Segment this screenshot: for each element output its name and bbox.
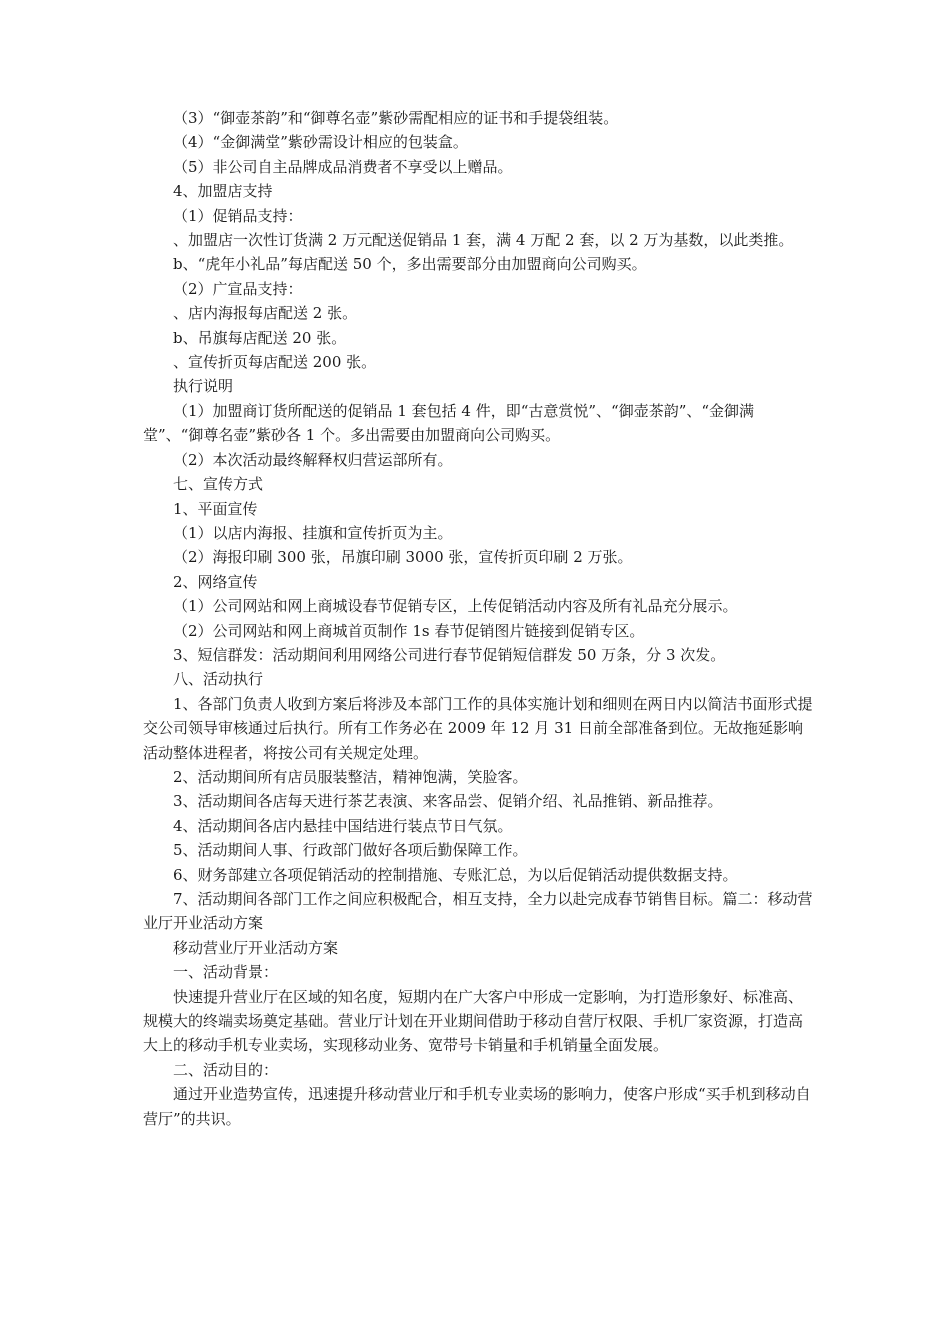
section-heading: 4、加盟店支持 [173,182,273,201]
document-title: 移动营业厅开业活动方案 [173,938,339,957]
paragraph: 通过开业造势宣传，迅速提升移动营业厅和手机专业卖场的影响力，使客户形成“买手机到移动自营厅”的共识。 [143,1085,811,1128]
paragraph: （4）“金御满堂”紫砂需设计相应的包装盒。 [173,133,468,152]
paragraph: b、吊旗每店配送 20 张。 [173,328,347,347]
paragraph: （1）以店内海报、挂旗和宣传折页为主。 [173,523,453,542]
paragraph: 6、财务部建立各项促销活动的控制措施、专账汇总，为以后促销活动提供数据支持。 [173,865,738,884]
paragraph: 3、短信群发：活动期间利用网络公司进行春节促销短信群发 50 万条，分 3 次发。 [173,645,726,664]
subsection-heading: （1）促销品支持： [173,206,303,225]
subsection-heading: （2）广宣品支持： [173,279,303,298]
document-page [143,106,813,1131]
paragraph: 5、活动期间人事、行政部门做好各项后勤保障工作。 [173,841,528,860]
section-heading: 八、活动执行 [173,670,264,689]
paragraph: b、“虎年小礼品”每店配送 50 个，多出需要部分由加盟商向公司购买。 [173,255,647,274]
subsection-heading: 2、网络宣传 [173,572,258,591]
paragraph: （2）本次活动最终解释权归营运部所有。 [173,450,453,469]
paragraph: 、宣传折页每店配送 200 张。 [173,353,377,372]
section-heading: 一、活动背景： [173,963,279,982]
paragraph: 4、活动期间各店内悬挂中国结进行装点节日气氛。 [173,816,513,835]
paragraph: （5）非公司自主品牌成品消费者不享受以上赠品。 [173,157,513,176]
paragraph: （2）公司网站和网上商城首页制作 1s 春节促销图片链接到促销专区。 [173,621,645,640]
paragraph: 、加盟店一次性订货满 2 万元配送促销品 1 套，满 4 万配 2 套，以 2 万为基数，以此类推。 [173,231,794,250]
paragraph: 快速提升营业厅在区域的知名度，短期内在广大客户中形成一定影响，为打造形象好、标准高、规模大的终端卖场奠定基础。营业厅计划在开业期间借助于移动自营厅权限、手机厂家资源，打造高大上的移动手机专业卖场，实现移动业务、宽带号卡销量和手机销量全面发展。 [143,987,804,1055]
paragraph: 3、活动期间各店每天进行茶艺表演、来客品尝、促销介绍、礼品推销、新品推荐。 [173,792,723,811]
section-heading: 二、活动目的： [173,1060,279,1079]
section-heading: 七、宣传方式 [173,475,264,494]
paragraph: 1、各部门负责人收到方案后将涉及本部门工作的具体实施计划和细则在两日内以简洁书面形式提交公司领导审核通过后执行。所有工作务必在 2009 年 12 月 31 日前全部准备到位。无故拖延影响活动整体进程者，将按公司有关规定处理。 [143,694,813,762]
paragraph: （1）公司网站和网上商城设春节促销专区，上传促销活动内容及所有礼品充分展示。 [173,597,738,616]
paragraph: 2、活动期间所有店员服装整洁，精神饱满，笑脸客。 [173,767,528,786]
section-heading: 执行说明 [173,377,234,396]
paragraph: （2）海报印刷 300 张，吊旗印刷 3000 张，宣传折页印刷 2 万张。 [173,548,633,567]
paragraph: 7、活动期间各部门工作之间应积极配合，相互支持，全力以赴完成春节销售目标。篇二：移动营业厅开业活动方案 [143,890,813,933]
paragraph: 、店内海报每店配送 2 张。 [173,304,358,323]
paragraph: （3）“御壶茶韵”和“御尊名壶”紫砂需配相应的证书和手提袋组装。 [173,109,619,127]
paragraph: （1）加盟商订货所配送的促销品 1 套包括 4 件，即“古意赏悦”、“御壶茶韵”、“金御满堂”、“御尊名壶”紫砂各 1 个。多出需要由加盟商向公司购买。 [143,401,755,445]
subsection-heading: 1、平面宣传 [173,499,258,518]
